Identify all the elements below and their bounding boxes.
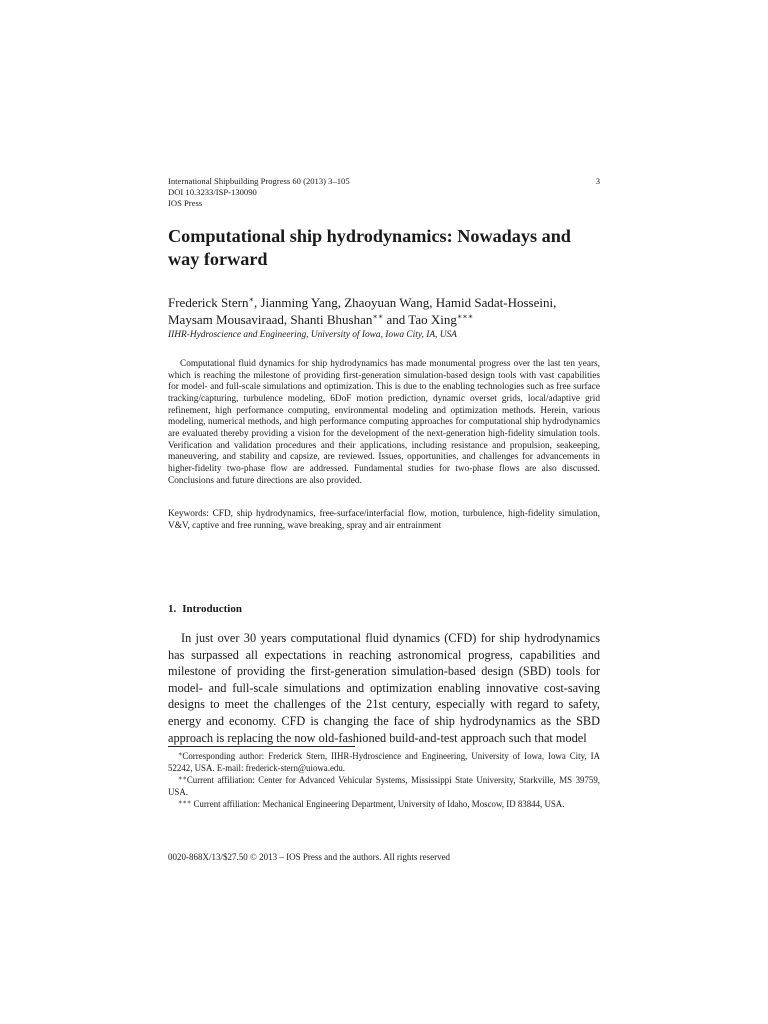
footnote-2: [168, 775, 600, 799]
footnote-3-text: Current affiliation: Mechanical Engineering Department, University of Idaho, Moscow, ID 83844, USA.: [191, 798, 565, 809]
publisher-line: IOS Press: [168, 198, 203, 208]
footnote-2-text: Current affiliation: Center for Advanced Vehicular Systems, Mississippi State University, Starkville, MS 39759, USA.: [168, 774, 600, 797]
author-line1-rest: , Jianming Yang, Zhaoyuan Wang, Hamid Sadat-Hosseini,: [253, 295, 557, 310]
footnote-1: [168, 751, 600, 775]
intro-paragraph: In just over 30 years computational fluid dynamics (CFD) for ship hydrodynamics has surpassed all expectations in reaching astronomical progress, capabilities and milestone of providing the first-generation simulation-based design (SBD) tools for model- and full-scale simulations and optimization enabling innovative cost-saving designs to meet the challenges of the 21st century, especially with regard to safety, energy and economy. CFD is changing the face of ship hydrodynamics as the SBD approach is replacing the now old-fashioned build-and-test approach such that model: [168, 631, 600, 745]
author-last: and Tao Xing: [383, 311, 457, 327]
doi-line: DOI 10.3233/ISP-130090: [168, 187, 257, 197]
section-heading: [168, 603, 242, 615]
author-line2: Maysam Mousaviraad, Shanti Bhushan: [168, 311, 373, 327]
journal-header: [168, 176, 600, 209]
section-title: Introduction: [182, 603, 242, 615]
paper-title: Computational ship hydrodynamics: Nowadays and way forward: [168, 226, 571, 269]
copyright-line: 0020-868X/13/$27.50 © 2013 – IOS Press and the authors. All rights reserved: [168, 852, 451, 862]
journal-citation: International Shipbuilding Progress 60 (2013) 3–105: [168, 176, 350, 186]
page-number: 3: [595, 176, 600, 186]
footnote-3: [168, 799, 600, 811]
footnotes: [168, 751, 600, 811]
footnote-1-mark: ∗: [178, 751, 183, 758]
footnote-3-mark: ∗∗∗: [178, 798, 192, 806]
footnote-mark-2: ∗∗: [372, 311, 384, 321]
footnote-divider: [168, 746, 355, 747]
footnote-2-mark: ∗∗: [178, 774, 187, 782]
section-number: 1.: [168, 603, 177, 615]
author-list: [168, 295, 608, 328]
author-first: Frederick Stern: [168, 295, 249, 310]
footnote-1-text: Corresponding author: Frederick Stern, IIHR-Hydroscience and Engineering, University of Iowa, Iowa City, IA 52242, USA. E-mail: frederick-stern@uiowa.edu.: [168, 751, 600, 773]
keywords: Keywords: CFD, ship hydrodynamics, free-surface/interfacial flow, motion, turbulence, high-fidelity simulation, V&V, captive and free running, wave breaking, spray and air entrainment: [168, 509, 600, 531]
abstract: Computational fluid dynamics for ship hydrodynamics has made monumental progress over the last ten years, which is reaching the milestone of providing first-generation simulation-based design tools with vast capabilities for model- and full-scale simulations and optimization. This is due to the enabling technologies such as free surface tracking/capturing, turbulence modeling, 6DoF motion prediction, dynamic overset grids, local/adaptive grid refinement, high performance computing, environmental modeling and optimization methods. Herein, various modeling, numerical methods, and high performance computing approaches for computational ship hydrodynamics are evaluated thereby providing a vision for the development of the next-generation high-fidelity simulation tools. Verification and validation procedures and their applications, including resistance and propulsion, seakeeping, maneuvering, and stability and capsize, are reviewed. Issues, opportunities, and challenges for advancements in higher-fidelity two-phase flow are addressed. Fundamental studies for two-phase flows are also discussed. Conclusions and future directions are also provided.: [168, 359, 600, 486]
affiliation: IIHR-Hydroscience and Engineering, University of Iowa, Iowa City, IA, USA: [168, 330, 457, 340]
footnote-mark-1: ∗: [248, 295, 254, 304]
footnote-mark-3: ∗∗∗: [456, 311, 474, 321]
